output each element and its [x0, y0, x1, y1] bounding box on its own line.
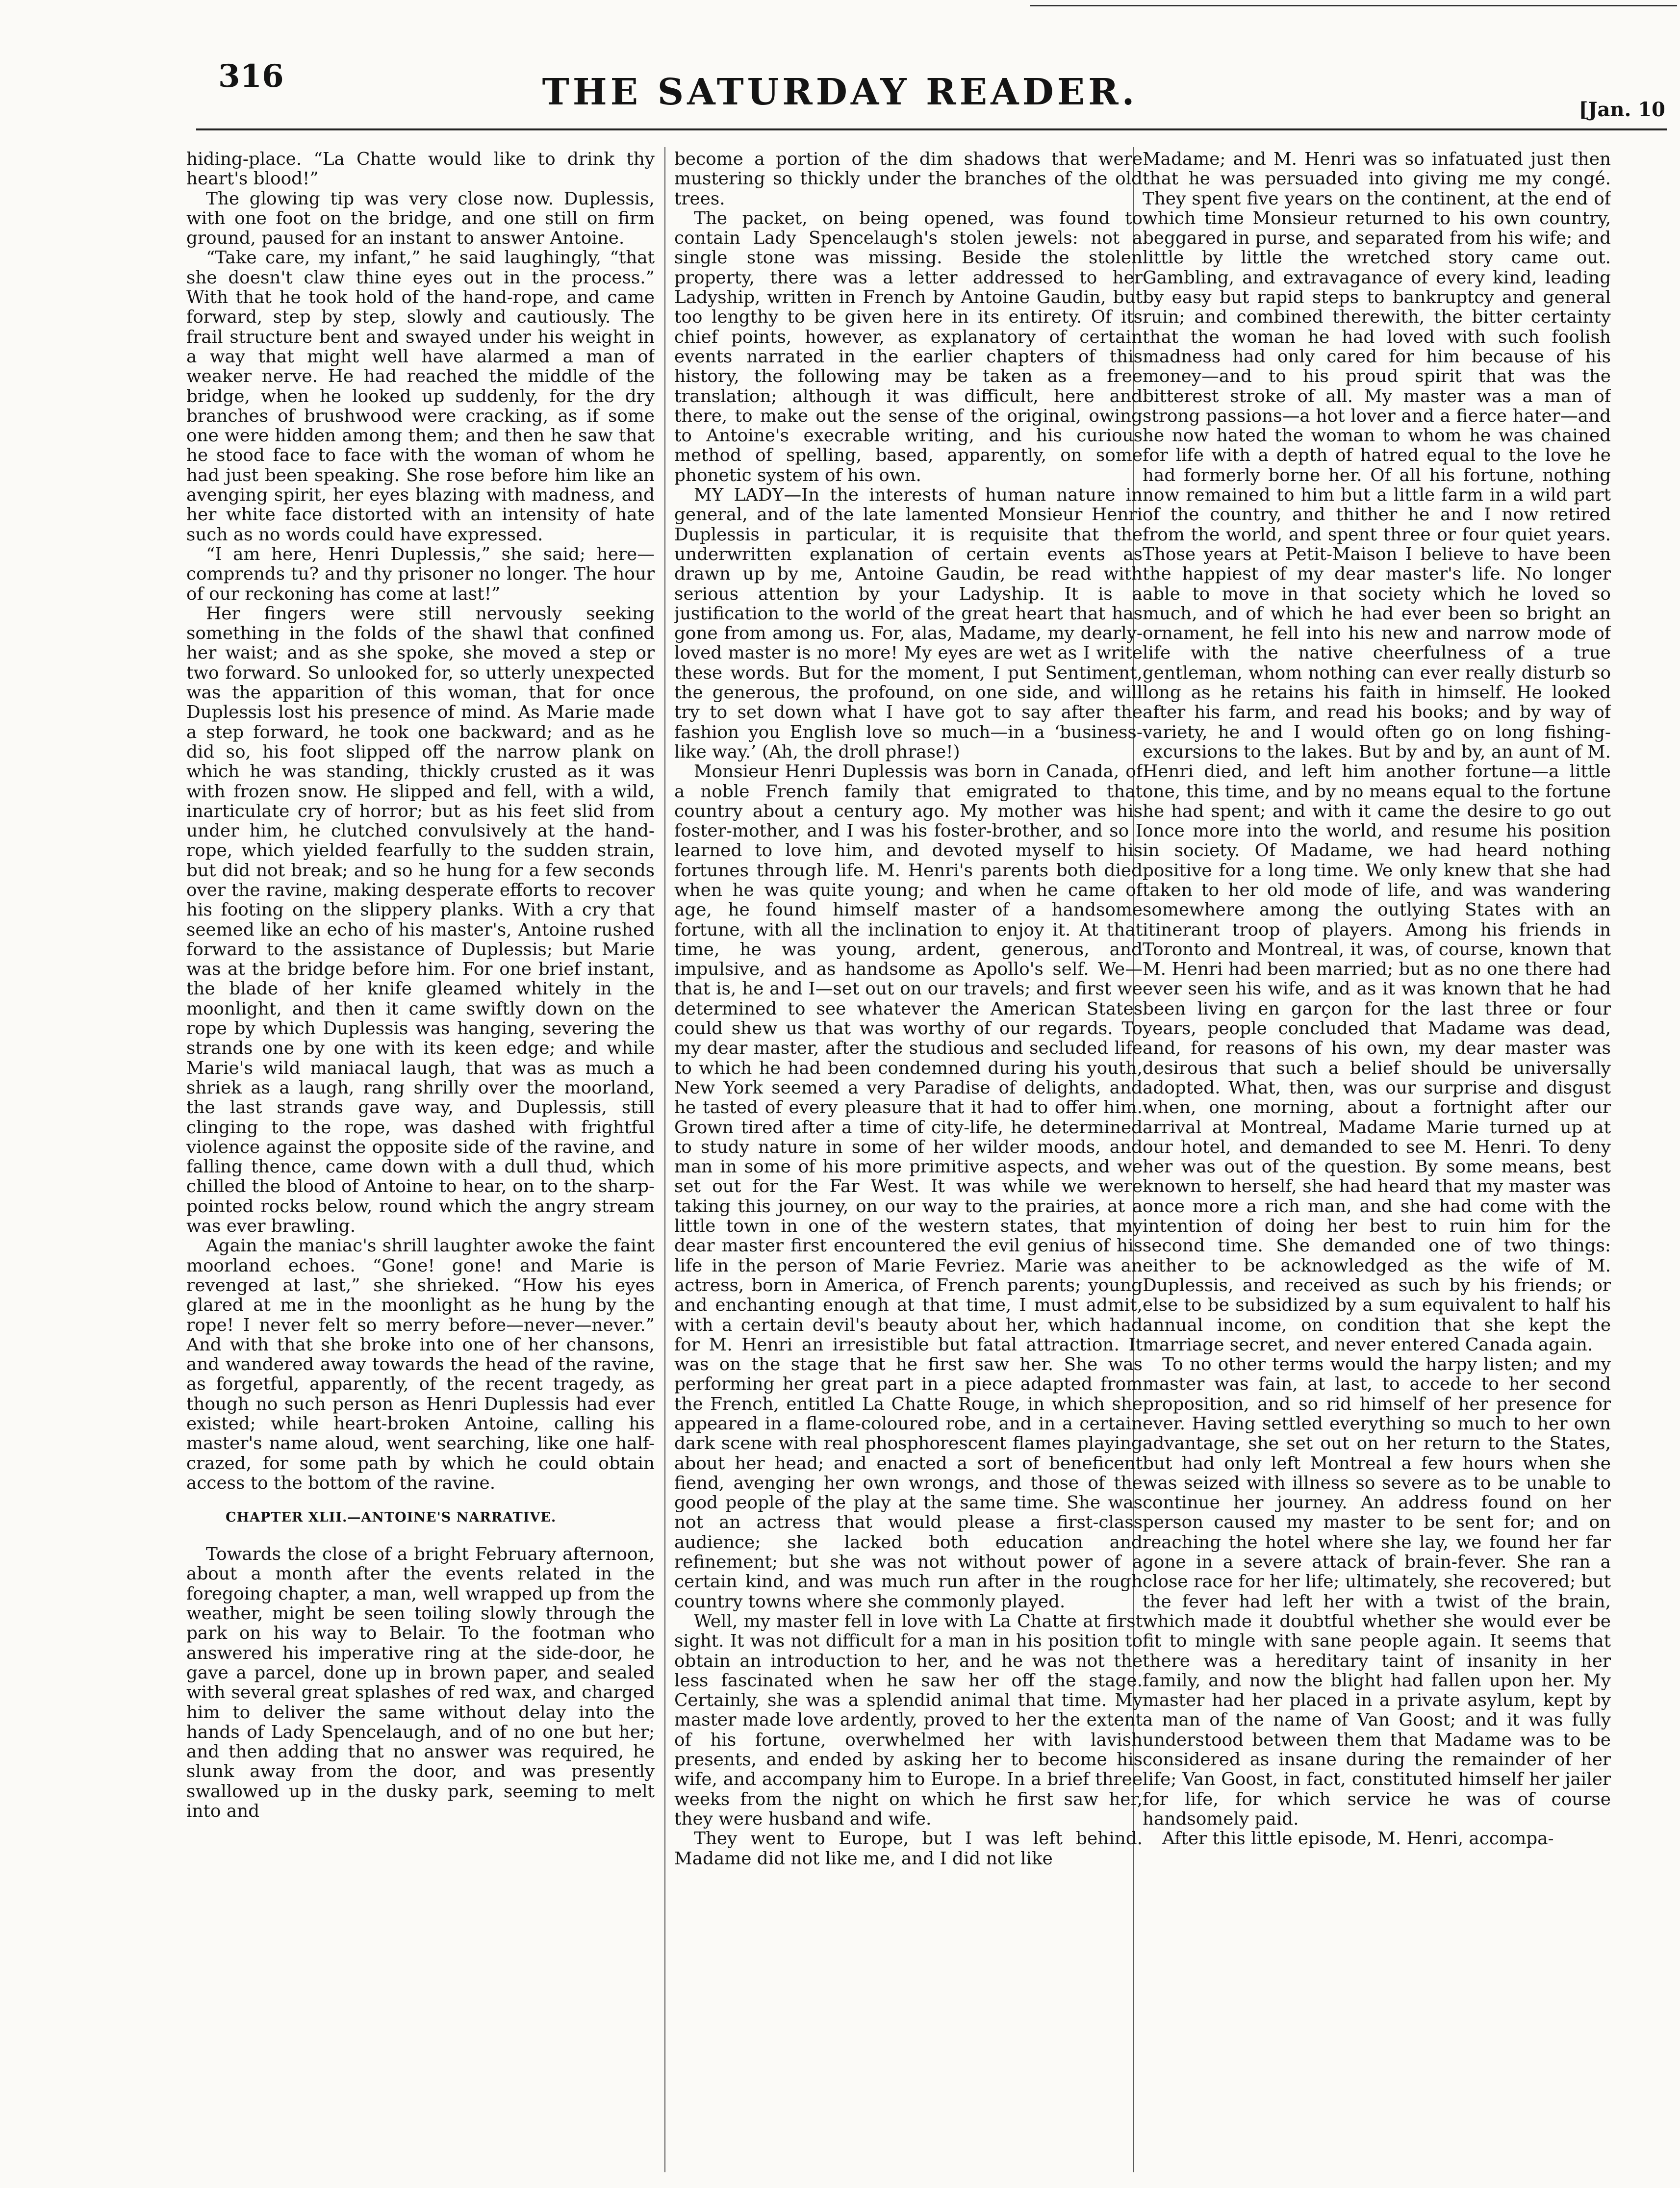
paragraph: Her fingers were still nervously seeking something in the folds of the shawl that confined her waist; and as she spoke, she moved a step or two forward. So unlooked for, so utterly unexpected was the apparition of this woman, that for once Duplessis lost his presence of mind. As Marie made a step forward, he took one backward; and as he did so, his foot slipped off the narrow plank on which he was standing, thickly crusted as it was with frozen snow. He slipped and fell, with a wild, inarticulate cry of horror; but as his feet slid from under him, he clutched convulsively at the hand-rope, which yielded fearfully to the sudden strain, but did not break; and so he hung for a few seconds over the ravine, making desperate efforts to recover his footing on the slippery planks. With a cry that seemed like an echo of his master's, Antoine rushed forward to the assistance of Duplessis; but Marie was at the bridge before him. For one brief instant, the blade of her knife gleamed whitely in the moonlight, and then it came swiftly down on the rope by which Duplessis was hanging, severing the strands one by one with its keen edge; and while Marie's wild maniacal laugh, that was as much a shriek as a laugh, rang shrilly over the moorland, the last strands gave way, and Duplessis, still clinging to the rope, was dashed with frightful violence against the opposite side of the ravine, and falling thence, came down with a dull thud, which chilled the blood of Antoine to hear, on to the sharp-pointed rocks below, round which the angry stream was ever brawling.: [186, 603, 655, 1237]
paragraph: “I am here, Henri Duplessis,” she said; here—comprends tu? and thy prisoner no longer. The hour of our reckoning has come at last!”: [186, 544, 655, 604]
paragraph: Towards the close of a bright February afternoon, about a month after the events related in the foregoing chapter, a man, well wrapped up from the weather, might be seen toiling slowly through the park on his way to Belair. To the footman who answered his imperative ring at the side-door, he gave a parcel, done up in brown paper, and sealed with several great splashes of red wax, and charged him to deliver the same without delay into the hands of Lady Spencelaugh, and of no one but her; and then adding that no answer was required, he slunk away from the door, and was presently swallowed up in the dusky park, seeming to melt into and: [186, 1544, 655, 1822]
page-header: [0, 0, 1680, 147]
paragraph: “Take care, my infant,” he said laughingly, “that she doesn't claw thine eyes out in the process.” With that he took hold of the hand-rope, and came forward, step by step, slowly and cautiously. The frail structure bent and swayed under his weight in a way that might well have alarmed a man of weaker nerve. He had reached the middle of the bridge, when he looked up suddenly, for the dry branches of brushwood were cracking, as if some one were hidden among them; and then he saw that he stood face to face with the woman of whom he had just been speaking. She rose before him like an avenging spirit, her eyes blazing with madness, and her white face distorted with an intensity of hate such as no words could have expressed.: [186, 248, 655, 545]
header-rule: [196, 128, 1667, 130]
paragraph: The glowing tip was very close now. Duplessis, with one foot on the bridge, and one still on firm ground, paused for an instant to answer Antoine.: [186, 188, 655, 249]
paragraph: become a portion of the dim shadows that were mustering so thickly under the branches of the old trees.: [674, 150, 1143, 209]
paragraph: Again the maniac's shrill laughter awoke the faint moorland echoes. “Gone! gone! and Marie is revenged at last,” she shrieked. “How his eyes glared at me in the moonlight as he hung by the rope! I never felt so merry before—never—never.” And with that she broke into one of her chansons, and wandered away towards the head of the ravine, as forgetful, apparently, of the recent tragedy, as though no such person as Henri Duplessis had ever existed; while heart-broken Antoine, calling his master's name aloud, went searching, like one half-crazed, for some path by which he could obtain access to the bottom of the ravine.: [186, 1236, 655, 1493]
paragraph: The packet, on being opened, was found to contain Lady Spencelaugh's stolen jewels: not a single stone was missing. Beside the stolen property, there was a letter addressed to her Ladyship, written in French by Antoine Gaudin, but too lengthy to be given here in its entirety. Of its chief points, however, as explanatory of certain events narrated in the earlier chapters of this history, the following may be taken as a free translation; although it was difficult, here and there, to make out the sense of the original, owing to Antoine's execrable writing, and his curious method of spelling, based, apparently, on some phonetic system of his own.: [674, 208, 1143, 485]
paragraph: Madame; and M. Henri was so infatuated just then that he was persuaded into giving me my congé. They spent five years on the continent, at the end of which time Monsieur returned to his own country, beggared in purse, and separated from his wife; and little by little the wretched story came out. Gambling, and extravagance of every kind, leading by easy but rapid steps to bankruptcy and general ruin; and combined therewith, the bitter certainty that the woman he had loved with such foolish madness had only cared for him because of his money—and to his proud spirit that was the bitterest stroke of all. My master was a man of strong passions—a hot lover and a fierce hater—and he now hated the woman to whom he was chained for life with a depth of hatred equal to the love he had formerly borne her. Of all his fortune, nothing now remained to him but a little farm in a wild part of the country, and thither he and I now retired from the world, and spent three or four quiet years. Those years at Petit-Maison I believe to have been the happiest of my dear master's life. No longer able to move in that society which he loved so much, and of which he had ever been so bright an ornament, he fell into his new and narrow mode of life with the native cheerfulness of a true gentleman, whom nothing can ever really disturb so long as he retains his faith in himself. He looked after his farm, and read his books; and by way of variety, he and I would often go on long fishing-excursions to the lakes. But by and by, an aunt of M. Henri died, and left him another fortune—a little one, this time, and by no means equal to the fortune he had spent; and with it came the desire to go out once more into the world, and resume his position in society. Of Madame, we had heard nothing positive for a long time. We only knew that she had taken to her old mode of life, and was wandering somewhere among the outlying States with an itinerant troop of players. Among his friends in Toronto and Montreal, it was, of course, known that M. Henri had been married; but as no one there had ever seen his wife, and as it was known that he had been living en garçon for the last three or four years, people concluded that Madame was dead, and, for reasons of his own, my dear master was desirous that such a belief should be universally adopted. What, then, was our surprise and disgust when, one morning, about a fortnight after our arrival at Montreal, Madame Marie turned up at our hotel, and demanded to see M. Henri. To deny her was out of the question. By some means, best known to herself, she had heard that my master was once more a rich man, and she had come with the intention of doing her best to ruin him for the second time. She demanded one of two things: either to be acknowledged as the wife of M. Duplessis, and received as such by his friends; or else to be subsidized by a sum equivalent to half his annual income, on condition that she kept the marriage secret, and never entered Canada again.: [1143, 150, 1611, 1355]
column-3: [1143, 150, 1611, 2170]
chapter-heading: CHAPTER XLII.—ANTOINE'S NARRATIVE.: [226, 1510, 557, 1526]
letter-salutation-paragraph: MY LADY—In the interests of human nature in general, and of the late lamented Monsieur Henri Duplessis in particular, it is requisite that the underwritten explanation of certain events as drawn up by me, Antoine Gaudin, be read with serious attention by your Ladyship. It is a justification to the world of the great heart that has gone from among us. For, alas, Madame, my dearly-loved master is no more! My eyes are wet as I write these words. But for the moment, I put Sentiment, the generous, the profound, on one side, and will try to set down what I have got to say after the fashion you English love so much—in a ‘business-like way.’ (Ah, the droll phrase!): [674, 485, 1143, 762]
paragraph: Monsieur Henri Duplessis was born in Canada, of a noble French family that emigrated to that country about a century ago. My mother was his foster-mother, and I was his foster-brother, and so I learned to love him, and devoted myself to his fortunes through life. M. Henri's parents both died when he was quite young; and when he came of age, he found himself master of a handsome fortune, with all the inclination to enjoy it. At that time, he was young, ardent, generous, and impulsive, and as handsome as Apollo's self. We—that is, he and I—set out on our travels; and first we determined to see whatever the American States could shew us that was worthy of our regards. To my dear master, after the studious and secluded life to which he had been condemned during his youth, New York seemed a very Paradise of delights, and he tasted of every pleasure that it had to offer him. Grown tired after a time of city-life, he determined to study nature in some of her wilder moods, and man in some of his more primitive aspects, and we set out for the Far West. It was while we were taking this journey, on our way to the prairies, at a little town in one of the western states, that my dear master first encountered the evil genius of his life in the person of Marie Fevriez. Marie was an actress, born in America, of French parents; young and enchanting enough at that time, I must admit, with a certain devil's beauty about her, which had for M. Henri an irresistible but fatal attraction. It was on the stage that he first saw her. She was performing her great part in a piece adapted from the French, entitled La Chatte Rouge, in which she appeared in a flame-coloured robe, and in a certain dark scene with real phosphorescent flames playing about her head; and enacted a sort of beneficent fiend, avenging her own wrongs, and those of the good people of the play at the same time. She was not an actress that would please a first-class audience; she lacked both education and refinement; but she was not without power of a certain kind, and was much run after in the rough country towns where she commonly played.: [674, 762, 1143, 1612]
paragraph: They went to Europe, but I was left behind. Madame did not like me, and I did not like: [674, 1829, 1143, 1869]
page-number: 316: [218, 58, 284, 95]
paragraph: To no other terms would the harpy listen; and my master was fain, at last, to accede to her second proposition, and so rid himself of her presence for ever. Having settled everything so much to her own advantage, she set out on her return to the States, but had only left Montreal a few hours when she was seized with illness so severe as to be unable to continue her journey. An address found on her person caused my master to be sent for; and on reaching the hotel where she lay, we found her far gone in a severe attack of brain-fever. She ran a close race for her life; ultimately, she recovered; but the fever had left her with a twist of the brain, which made it doubtful whether she would ever be fit to mingle with sane people again. It seems that there was a hereditary taint of insanity in her family, and now the blight had fallen upon her. My master had her placed in a private asylum, kept by a man of the name of Van Goost; and it was fully understood between them that Madame was to be considered as insane during the remainder of her life; Van Goost, in fact, constituted himself her jailer for life, for which service he was of course handsomely paid.: [1143, 1354, 1611, 1829]
top-edge-rule: [1030, 5, 1677, 6]
issue-date: [Jan. 10: [1578, 98, 1665, 121]
paragraph: After this little episode, M. Henri, accompa-: [1162, 1829, 1554, 1849]
paragraph: hiding-place. “La Chatte would like to drink thy heart's blood!”: [186, 150, 655, 189]
masthead-title: THE SATURDAY READER.: [542, 71, 1138, 113]
paragraph: Well, my master fell in love with La Chatte at first sight. It was not difficult for a man in his position to obtain an introduction to her, and he was not the less fascinated when he saw her off the stage. Certainly, she was a splendid animal that time. My master made love ardently, proved to her the extent of his fortune, overwhelmed her with lavish presents, and ended by asking her to become his wife, and accompany him to Europe. In a brief three weeks from the night on which he first saw her, they were husband and wife.: [674, 1611, 1143, 1829]
column-divider: [664, 147, 665, 2172]
column-1: [186, 150, 655, 2170]
column-2: [674, 150, 1143, 2170]
